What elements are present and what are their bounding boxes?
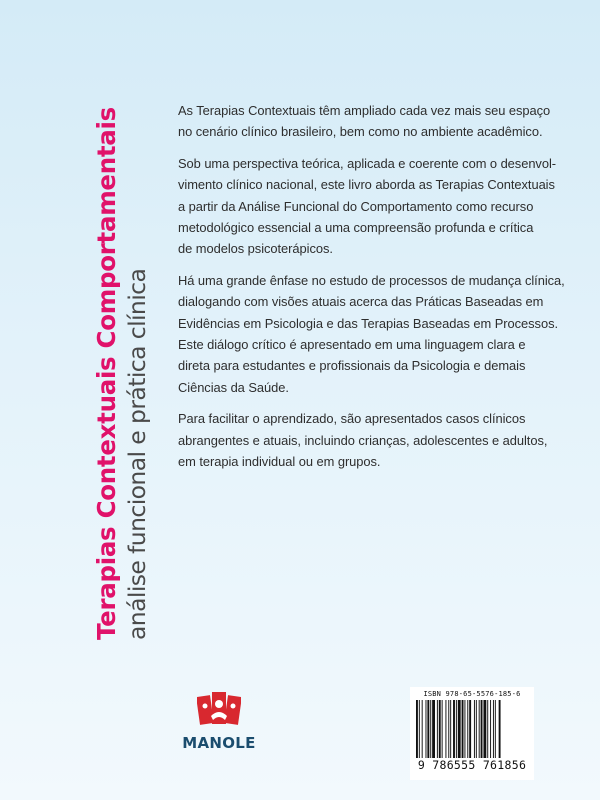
blurb-line: vimento clínico nacional, este livro aborda as Terapias Contextuais xyxy=(178,177,555,193)
publisher-name: MANOLE xyxy=(182,734,256,752)
blurb-line: dialogando com visões atuais acerca das Práticas Baseadas em xyxy=(178,294,544,310)
barcode xyxy=(410,687,534,780)
blurb-line: metodológico essencial a uma compreensão profunda e crítica xyxy=(178,219,534,235)
blurb-paragraph-1 xyxy=(178,100,551,143)
blurb-line: As Terapias Contextuais têm ampliado cada vez mais seu espaço xyxy=(178,103,551,118)
blurb-paragraph-2 xyxy=(178,153,557,259)
publisher-logo xyxy=(174,690,264,752)
blurb-line: de modelos psicoterápicos. xyxy=(178,241,333,257)
blurb-line: abrangentes e atuais, incluindo crianças, adolescentes e adultos, xyxy=(178,432,548,448)
blurb-line: Evidências em Psicologia e das Terapias Baseadas em Processos. xyxy=(178,315,558,331)
isbn-label: ISBN 978-65-5576-185-6 xyxy=(423,690,521,698)
blurb-paragraph-3 xyxy=(178,270,565,398)
barcode-bars xyxy=(414,700,530,758)
blurb-line: a partir da Análise Funcional do Comportamento como recurso xyxy=(178,198,534,214)
ean-digits: 9 786555 761856 xyxy=(417,758,527,772)
spine-title xyxy=(92,80,152,640)
book-title: Terapias Contextuais Comportamentais xyxy=(92,107,121,640)
blurb-line: direta para estudantes e profissionais da Psicologia e demais xyxy=(178,358,526,374)
blurb-line: Este diálogo crítico é apresentado em uma linguagem clara e xyxy=(178,336,526,352)
blurb-line: Ciências da Saúde. xyxy=(178,379,289,395)
blurb-line: Sob uma perspectiva teórica, aplicada e coerente com o desenvol- xyxy=(178,156,557,172)
blurb-line: no cenário clínico brasileiro, bem como no ambiente acadêmico. xyxy=(178,124,543,140)
blurb-line: Para facilitar o aprendizado, são apresentados casos clínicos xyxy=(178,411,526,427)
blurb-paragraph-4 xyxy=(178,408,548,472)
blurb-line: Há uma grande ênfase no estudo de processos de mudança clínica, xyxy=(178,273,565,289)
back-cover-blurb xyxy=(178,100,565,483)
blurb-line: em terapia individual ou em grupos. xyxy=(178,453,381,469)
book-subtitle: análise funcional e prática clínica xyxy=(123,268,151,640)
manole-logo-icon xyxy=(197,690,241,730)
